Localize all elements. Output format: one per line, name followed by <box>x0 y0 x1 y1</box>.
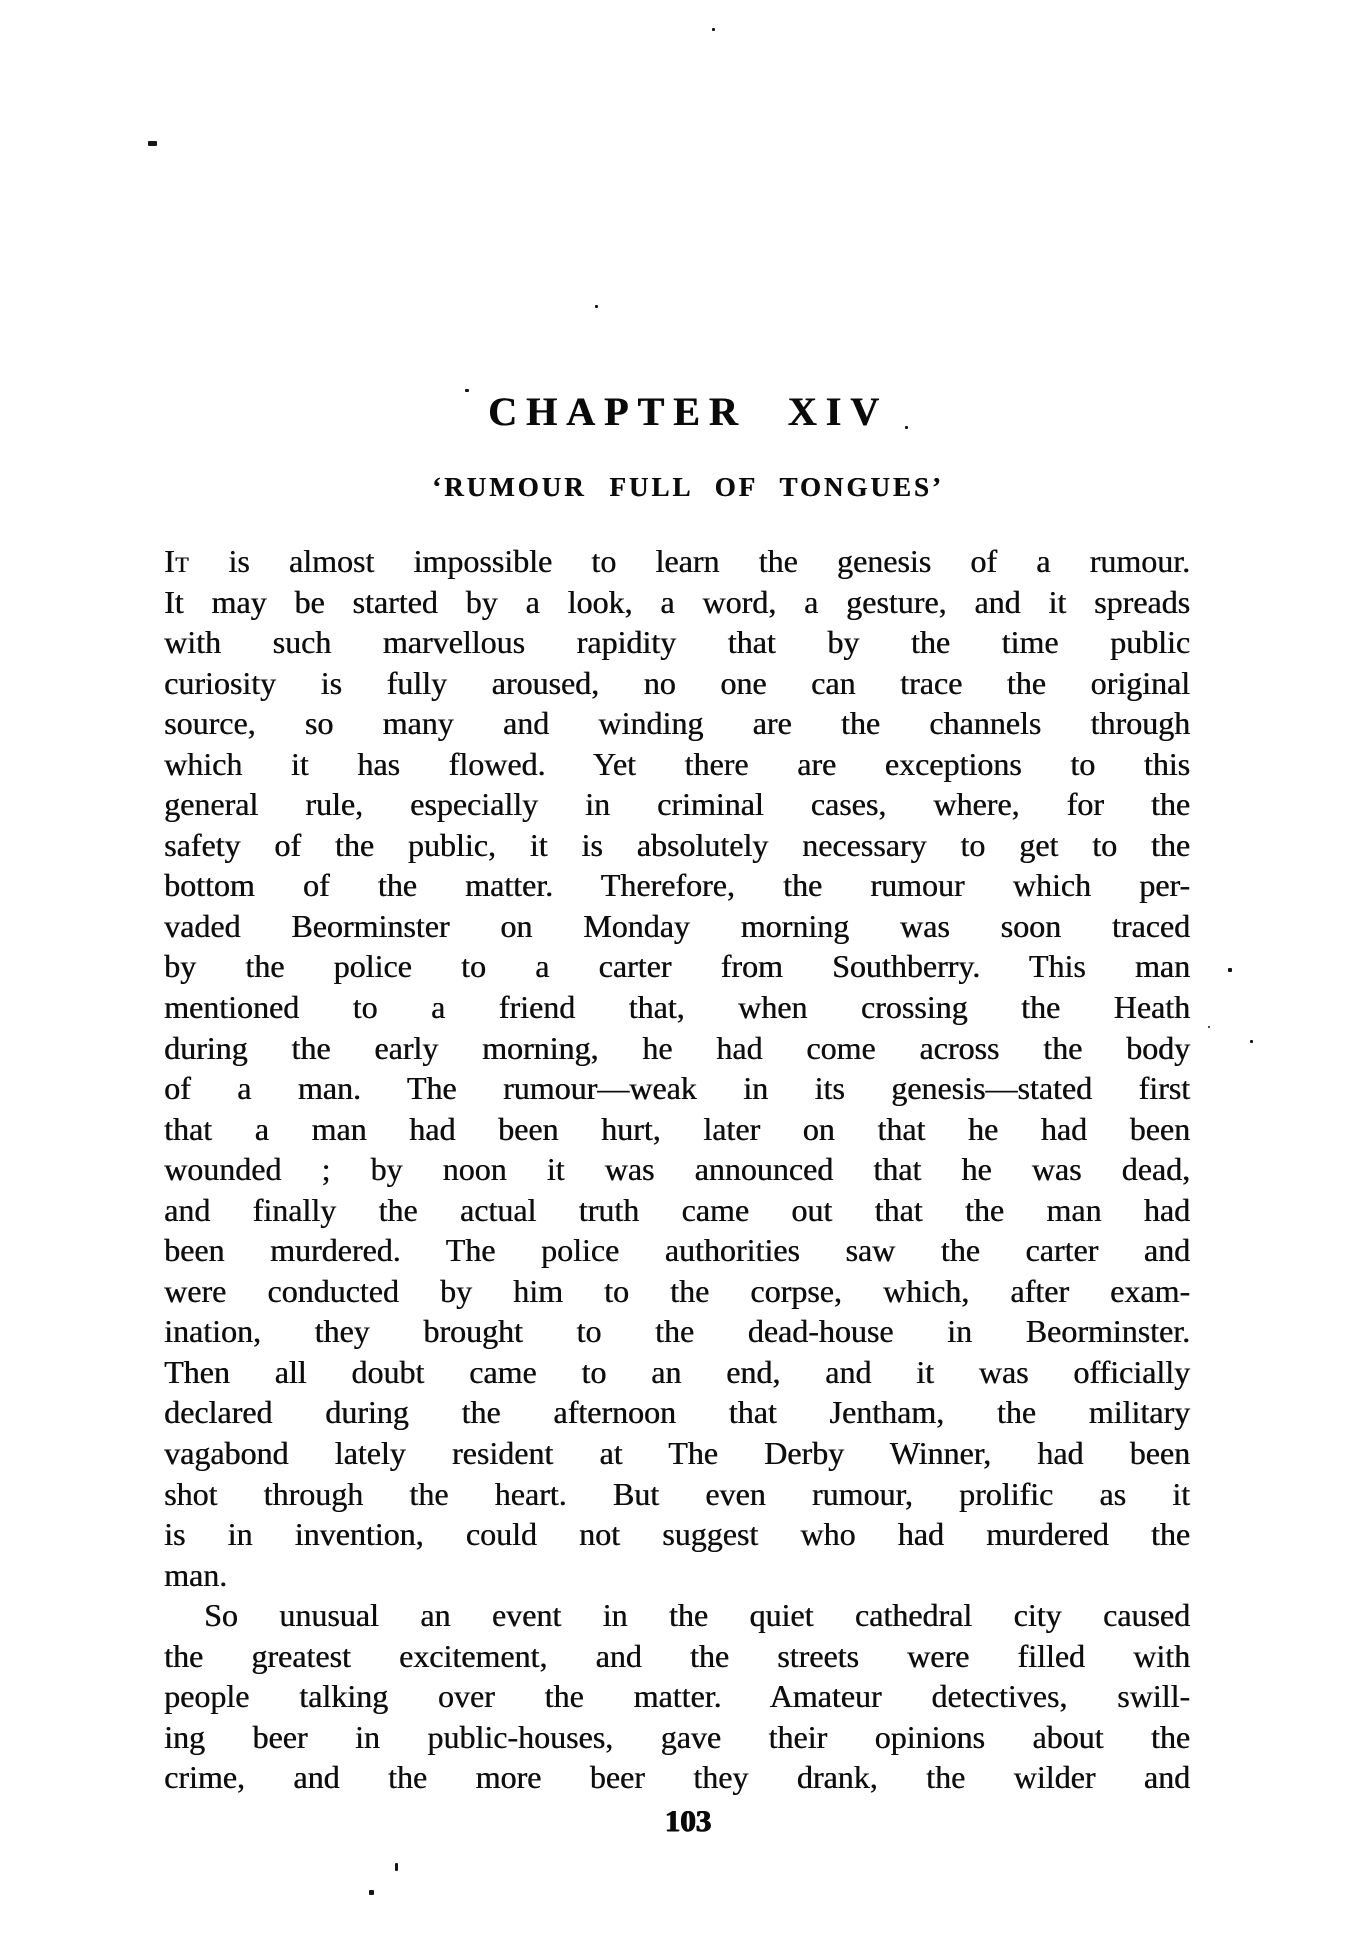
text-line: wounded ; by noon it was announced that he was dead, <box>164 1151 1190 1188</box>
text-line: vagabond lately resident at The Derby Winner, had been <box>164 1435 1190 1472</box>
text-line: and finally the actual truth came out that the man had <box>164 1191 1190 1228</box>
text-line: ing beer in public-houses, gave their opinions about the <box>164 1718 1190 1755</box>
scan-speck <box>395 1863 398 1871</box>
text-line: the greatest excitement, and the streets were filled with <box>164 1637 1190 1674</box>
text-line: of a man. The rumour—weak in its genesis—stated first <box>164 1070 1190 1107</box>
text-line: vaded Beorminster on Monday morning was soon traced <box>164 907 1190 944</box>
scan-speck <box>148 141 157 146</box>
text-line: man. <box>164 1556 228 1593</box>
page-number: 103 <box>664 1803 712 1838</box>
paragraph <box>164 541 1190 1595</box>
text-line: which it has flowed. Yet there are exceptions to this <box>164 745 1190 782</box>
body-text <box>164 541 1190 1798</box>
scan-speck <box>369 1890 374 1895</box>
text-line: bottom of the matter. Therefore, the rumour which per- <box>164 867 1190 904</box>
text-line: during the early morning, he had come across the body <box>164 1029 1190 1066</box>
text-line: been murdered. The police authorities saw the carter and <box>164 1232 1190 1269</box>
text-line: by the police to a carter from Southberry. This man <box>164 948 1190 985</box>
text-line: that a man had been hurt, later on that he had been <box>164 1110 1190 1147</box>
text-line: declared during the afternoon that Jentham, the military <box>164 1394 1190 1431</box>
chapter-title: CHAPTER XIV <box>488 389 888 434</box>
text-line: crime, and the more beer they drank, the wilder and <box>164 1759 1190 1796</box>
chapter-subtitle: ‘RUMOUR FULL OF TONGUES’ <box>432 472 944 502</box>
scan-speck <box>1228 968 1232 972</box>
text-line: It is almost impossible to learn the genesis of a rumour. <box>164 543 1190 579</box>
scan-speck <box>595 305 598 308</box>
text-line: Then all doubt came to an end, and it was officially <box>164 1353 1190 1390</box>
scan-speck <box>1208 1026 1210 1028</box>
text-line: safety of the public, it is absolutely necessary to get to the <box>164 826 1190 863</box>
text-line: people talking over the matter. Amateur detectives, swill- <box>164 1678 1190 1715</box>
text-line: general rule, especially in criminal cases, where, for the <box>164 786 1190 823</box>
text-line: is in invention, could not suggest who had murdered the <box>164 1516 1190 1553</box>
text-line: source, so many and winding are the channels through <box>164 705 1190 742</box>
scan-speck <box>712 28 715 31</box>
text-line: with such marvellous rapidity that by the time public <box>164 624 1190 661</box>
text-line: It may be started by a look, a word, a gesture, and it spreads <box>164 583 1190 620</box>
text-line: shot through the heart. But even rumour, prolific as it <box>164 1475 1190 1512</box>
text-line: ination, they brought to the dead-house in Beorminster. <box>164 1313 1190 1350</box>
text-line: curiosity is fully aroused, no one can trace the original <box>164 664 1190 701</box>
paragraph <box>164 1595 1190 1798</box>
smallcaps-lead-word: It <box>164 543 190 579</box>
text-line: were conducted by him to the corpse, which, after exam- <box>164 1272 1190 1309</box>
scan-speck <box>1250 1040 1253 1043</box>
text-line: So unusual an event in the quiet cathedral city caused <box>204 1597 1190 1634</box>
text-line: mentioned to a friend that, when crossing the Heath <box>164 989 1190 1026</box>
